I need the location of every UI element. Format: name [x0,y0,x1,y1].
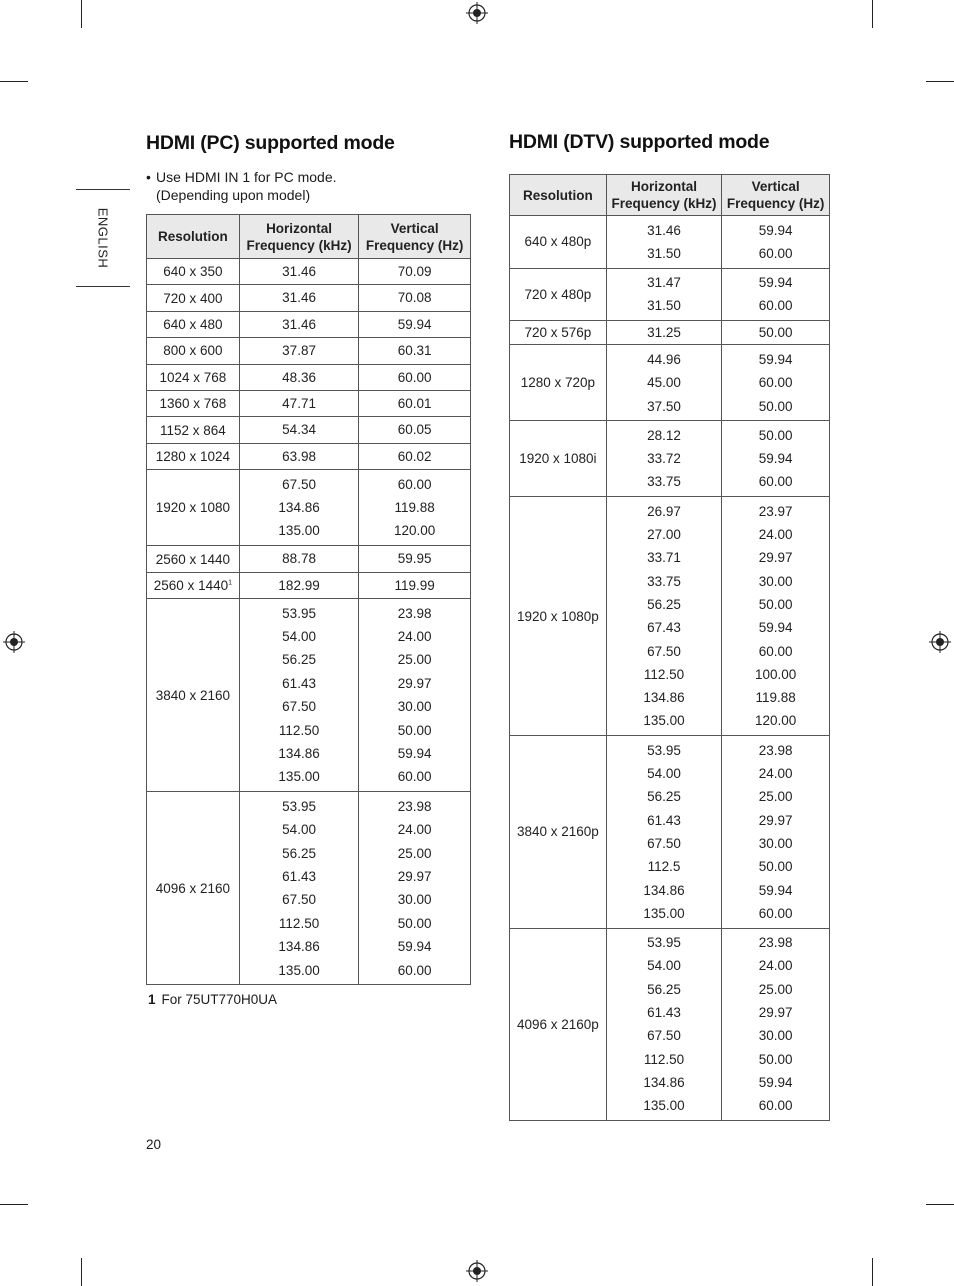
vertical-frequency-cell [359,572,471,598]
vertical-frequency-value: 59.95 [397,551,432,567]
horizontal-frequency-value: 67.50 [647,643,681,659]
vertical-frequency-value: 60.00 [758,474,793,490]
vertical-frequency-cell [359,417,471,443]
vertical-frequency-value: 50.00 [758,398,793,414]
vertical-frequency-cell [359,599,471,792]
registration-mark-icon [3,631,25,653]
vertical-frequency-value: 29.97 [758,550,793,566]
horizontal-frequency-value: 54.34 [282,422,316,438]
horizontal-frequency-value: 37.50 [647,398,681,414]
vertical-frequency-value: 29.97 [758,812,793,828]
horizontal-frequency-value: 134.86 [278,939,320,955]
horizontal-frequency-cell [239,390,359,416]
horizontal-frequency-value: 135.00 [278,962,320,978]
registration-mark-icon [466,1260,488,1282]
table-row [147,311,471,337]
vertical-frequency-value: 24.00 [397,822,432,838]
vertical-frequency-value: 30.00 [758,1028,793,1044]
vertical-frequency-value: 24.00 [758,766,793,782]
horizontal-frequency-value: 54.00 [647,958,681,974]
vertical-frequency-value: 23.98 [397,605,432,621]
horizontal-frequency-value: 31.25 [647,325,681,341]
table-row [147,599,471,792]
horizontal-frequency-cell [606,345,722,421]
vertical-frequency-value: 60.31 [397,343,432,359]
table-row [147,546,471,572]
vertical-frequency-value: 60.00 [397,476,432,492]
table-row [510,736,830,928]
vertical-frequency-cell [722,421,830,497]
resolution-cell: 3840 x 2160 [147,599,240,792]
horizontal-frequency-value: 56.25 [282,652,316,668]
horizontal-frequency-cell [239,546,359,572]
pc-note-line2: (Depending upon model) [156,187,311,203]
vertical-frequency-value: 50.00 [758,596,793,612]
vertical-frequency-value: 23.98 [758,935,793,951]
horizontal-frequency-value: 135.00 [643,905,685,921]
vertical-frequency-value: 60.00 [758,905,793,921]
table-row [147,390,471,416]
horizontal-frequency-value: 67.50 [647,1028,681,1044]
vertical-frequency-value: 60.00 [397,369,432,385]
vertical-frequency-value: 60.00 [397,962,432,978]
horizontal-frequency-value: 63.98 [282,448,316,464]
vertical-frequency-value: 50.00 [758,427,793,443]
vertical-frequency-value: 60.00 [758,375,793,391]
vertical-frequency-value: 59.94 [758,351,793,367]
horizontal-frequency-cell [239,285,359,311]
resolution-cell: 2560 x 1440$^1$ [147,572,240,598]
header-vertical: Vertical Frequency (Hz) [359,215,471,259]
vertical-frequency-value: 59.94 [758,222,793,238]
horizontal-frequency-cell [239,259,359,285]
vertical-frequency-value: 30.00 [397,892,432,908]
crop-mark [81,1258,82,1286]
horizontal-frequency-value: 67.50 [282,892,316,908]
horizontal-frequency-value: 28.12 [647,427,681,443]
horizontal-frequency-value: 134.86 [643,882,685,898]
horizontal-frequency-value: 61.43 [282,868,316,884]
horizontal-frequency-value: 56.25 [647,981,681,997]
horizontal-frequency-value: 61.43 [647,812,681,828]
horizontal-frequency-value: 48.36 [282,369,316,385]
vertical-frequency-value: 24.00 [758,958,793,974]
vertical-frequency-cell [722,345,830,421]
horizontal-frequency-value: 135.00 [278,769,320,785]
horizontal-frequency-value: 26.97 [647,503,681,519]
dtv-section-title: HDMI (DTV) supported mode [509,131,770,153]
vertical-frequency-value: 120.00 [755,713,797,729]
vertical-frequency-value: 60.00 [758,643,793,659]
vertical-frequency-value: 60.00 [758,298,793,314]
vertical-frequency-value: 50.00 [397,915,432,931]
vertical-frequency-value: 24.00 [758,527,793,543]
footnote-text: For 75UT770H0UA [161,992,278,1007]
horizontal-frequency-value: 134.86 [278,746,320,761]
horizontal-frequency-value: 31.50 [647,298,681,314]
crop-mark [872,1258,873,1286]
header-resolution: Resolution [510,175,607,216]
vertical-frequency-cell [359,285,471,311]
vertical-frequency-cell [359,443,471,469]
horizontal-frequency-cell [239,572,359,598]
horizontal-frequency-value: 53.95 [647,742,681,758]
vertical-frequency-value: 120.00 [394,523,436,539]
dtv-mode-table [509,174,830,1121]
resolution-cell: 1024 x 768 [147,364,240,390]
vertical-frequency-cell [722,268,830,321]
vertical-frequency-value: 70.09 [397,263,432,279]
resolution-cell: 1920 x 1080p [510,497,607,736]
table-row [147,285,471,311]
pc-section-title: HDMI (PC) supported mode [146,132,395,154]
vertical-frequency-value: 59.94 [397,746,432,761]
resolution-cell: 3840 x 2160p [510,736,607,928]
vertical-frequency-value: 23.97 [758,503,793,519]
table-row [147,792,471,985]
resolution-cell: 4096 x 2160p [510,928,607,1120]
vertical-frequency-value: 119.88 [755,690,796,706]
vertical-frequency-cell [722,736,830,928]
vertical-frequency-cell [722,928,830,1120]
page-number: 20 [146,1137,162,1152]
table-row [147,572,471,598]
footnote-number: 1 [148,992,156,1007]
horizontal-frequency-value: 67.43 [647,620,681,636]
footnote-marker: 1 [228,579,233,587]
horizontal-frequency-value: 53.95 [647,935,681,951]
pc-mode-table [146,214,471,985]
header-vertical: Vertical Frequency (Hz) [722,175,830,216]
horizontal-frequency-cell [239,443,359,469]
horizontal-frequency-value: 33.75 [647,573,681,589]
crop-mark [926,81,954,82]
vertical-frequency-value: 30.00 [758,573,793,589]
vertical-frequency-value: 60.02 [397,448,432,464]
header-horizontal: Horizontal Frequency (kHz) [606,175,722,216]
vertical-frequency-value: 24.00 [397,628,432,644]
horizontal-frequency-value: 112.5 [647,859,681,875]
bullet-icon: • [146,169,151,185]
horizontal-frequency-value: 112.50 [278,915,320,931]
horizontal-frequency-value: 56.25 [647,596,681,612]
horizontal-frequency-value: 182.99 [278,577,320,593]
resolution-cell: 720 x 400 [147,285,240,311]
horizontal-frequency-value: 31.46 [282,263,316,279]
vertical-frequency-value: 29.97 [758,1005,793,1021]
vertical-frequency-cell [722,497,830,736]
vertical-frequency-cell [722,321,830,345]
vertical-frequency-value: 60.00 [758,1098,793,1114]
header-resolution: Resolution [147,215,240,259]
horizontal-frequency-value: 112.50 [643,666,685,682]
registration-mark-icon [466,2,488,24]
resolution-cell: 800 x 600 [147,338,240,364]
footnote [148,992,277,1007]
horizontal-frequency-value: 31.46 [282,290,316,306]
vertical-frequency-value: 29.97 [397,675,432,691]
horizontal-frequency-value: 134.86 [278,500,320,516]
horizontal-frequency-cell [239,599,359,792]
vertical-frequency-value: 25.00 [758,981,793,997]
resolution-cell: 640 x 480 [147,311,240,337]
horizontal-frequency-cell [239,792,359,985]
vertical-frequency-value: 30.00 [397,699,432,715]
horizontal-frequency-cell [606,421,722,497]
horizontal-frequency-value: 134.86 [643,690,685,706]
horizontal-frequency-value: 67.50 [282,699,316,715]
vertical-frequency-value: 59.94 [758,275,793,291]
horizontal-frequency-cell [606,268,722,321]
horizontal-frequency-cell [239,470,359,546]
table-row [510,421,830,497]
table-row [510,345,830,421]
vertical-frequency-value: 60.00 [397,769,432,785]
registration-mark-icon [929,631,951,653]
horizontal-frequency-cell [606,497,722,736]
horizontal-frequency-value: 45.00 [647,375,681,391]
vertical-frequency-value: 23.98 [758,742,793,758]
language-label: ENGLISH [95,207,111,269]
vertical-frequency-value: 60.05 [397,422,432,438]
vertical-frequency-cell [359,390,471,416]
vertical-frequency-value: 59.94 [758,451,793,467]
vertical-frequency-value: 70.08 [397,290,432,306]
resolution-cell: 640 x 480p [510,216,607,269]
horizontal-frequency-value: 54.00 [282,628,316,644]
header-horizontal: Horizontal Frequency (kHz) [239,215,359,259]
horizontal-frequency-value: 135.00 [278,523,320,539]
horizontal-frequency-value: 44.96 [647,351,681,367]
table-row [147,417,471,443]
resolution-cell: 640 x 350 [147,259,240,285]
horizontal-frequency-value: 33.71 [647,550,681,566]
horizontal-frequency-cell [606,321,722,345]
horizontal-frequency-cell [239,338,359,364]
crop-mark [926,1204,954,1205]
horizontal-frequency-value: 135.00 [643,713,685,729]
horizontal-frequency-value: 112.50 [278,722,320,738]
resolution-cell: 1920 x 1080i [510,421,607,497]
resolution-cell: 4096 x 2160 [147,792,240,985]
horizontal-frequency-value: 27.00 [647,527,681,543]
crop-mark [0,1204,28,1205]
table-row [510,268,830,321]
table-row [510,321,830,345]
vertical-frequency-value: 100.00 [755,666,797,682]
horizontal-frequency-value: 33.75 [647,474,681,490]
vertical-frequency-value: 25.00 [397,652,432,668]
horizontal-frequency-cell [239,311,359,337]
horizontal-frequency-value: 56.25 [282,845,316,861]
vertical-frequency-cell [359,338,471,364]
pc-note [146,168,337,204]
resolution-cell: 1280 x 720p [510,345,607,421]
horizontal-frequency-value: 61.43 [282,675,316,691]
horizontal-frequency-cell [239,364,359,390]
vertical-frequency-cell [359,259,471,285]
horizontal-frequency-value: 37.87 [282,343,316,359]
pc-note-line1: Use HDMI IN 1 for PC mode. [156,169,337,185]
table-row [147,443,471,469]
horizontal-frequency-cell [606,928,722,1120]
horizontal-frequency-value: 54.00 [282,822,316,838]
vertical-frequency-value: 59.94 [397,939,432,955]
horizontal-frequency-cell [606,736,722,928]
vertical-frequency-value: 50.00 [758,325,793,341]
table-row [510,928,830,1120]
vertical-frequency-value: 50.00 [397,722,432,738]
resolution-cell: 720 x 576p [510,321,607,345]
crop-mark [0,81,28,82]
vertical-frequency-value: 119.88 [394,500,435,516]
horizontal-frequency-value: 135.00 [643,1098,685,1114]
horizontal-frequency-value: 31.46 [282,316,316,332]
vertical-frequency-cell [722,216,830,269]
vertical-frequency-cell [359,311,471,337]
vertical-frequency-cell [359,364,471,390]
vertical-frequency-value: 59.94 [758,620,793,636]
table-row [147,338,471,364]
horizontal-frequency-value: 47.71 [282,395,316,411]
horizontal-frequency-value: 53.95 [282,798,316,814]
horizontal-frequency-value: 31.50 [647,245,681,261]
horizontal-frequency-cell [606,216,722,269]
vertical-frequency-value: 119.99 [394,577,435,593]
horizontal-frequency-value: 88.78 [282,551,316,567]
resolution-cell: 1152 x 864 [147,417,240,443]
vertical-frequency-value: 60.00 [758,245,793,261]
vertical-frequency-value: 60.01 [397,395,432,411]
horizontal-frequency-value: 61.43 [647,1005,681,1021]
vertical-frequency-cell [359,792,471,985]
table-row [510,497,830,736]
vertical-frequency-value: 25.00 [397,845,432,861]
horizontal-frequency-value: 67.50 [282,476,316,492]
vertical-frequency-value: 30.00 [758,835,793,851]
horizontal-frequency-value: 33.72 [647,451,681,467]
vertical-frequency-cell [359,470,471,546]
horizontal-frequency-value: 112.50 [643,1051,685,1067]
resolution-cell: 720 x 480p [510,268,607,321]
vertical-frequency-value: 29.97 [397,868,432,884]
horizontal-frequency-value: 67.50 [647,835,681,851]
resolution-cell: 1280 x 1024 [147,443,240,469]
language-tab [76,189,130,287]
vertical-frequency-value: 59.94 [397,316,432,332]
table-row [147,470,471,546]
resolution-cell: 1360 x 768 [147,390,240,416]
horizontal-frequency-value: 54.00 [647,766,681,782]
vertical-frequency-value: 59.94 [758,882,793,898]
vertical-frequency-value: 23.98 [397,798,432,814]
table-row [147,364,471,390]
resolution-cell: 1920 x 1080 [147,470,240,546]
vertical-frequency-value: 59.94 [758,1074,793,1090]
vertical-frequency-value: 25.00 [758,789,793,805]
horizontal-frequency-value: 56.25 [647,789,681,805]
vertical-frequency-cell [359,546,471,572]
crop-mark [81,0,82,28]
horizontal-frequency-value: 134.86 [643,1074,685,1090]
table-row [510,216,830,269]
horizontal-frequency-value: 31.46 [647,222,681,238]
horizontal-frequency-value: 53.95 [282,605,316,621]
vertical-frequency-value: 50.00 [758,1051,793,1067]
crop-mark [872,0,873,28]
table-row [147,259,471,285]
horizontal-frequency-cell [239,417,359,443]
horizontal-frequency-value: 31.47 [647,275,681,291]
resolution-cell: 2560 x 1440 [147,546,240,572]
vertical-frequency-value: 50.00 [758,859,793,875]
